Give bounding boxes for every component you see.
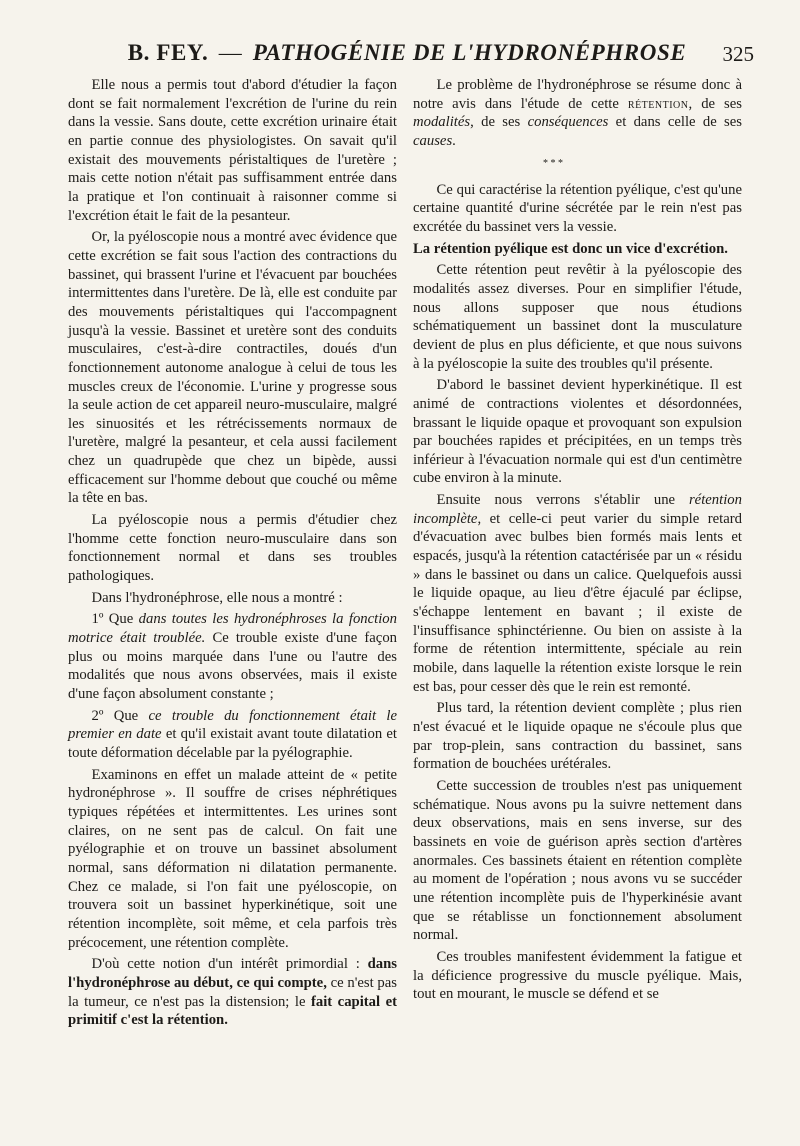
point-emphasis: ce trouble du fonctionnement était le premier en date [68, 707, 397, 743]
paragraph: Dans l'hydronéphrose, elle nous a montré : [91, 589, 343, 606]
running-title [60, 40, 754, 66]
opening-text: , de ses [688, 95, 743, 112]
opening-text: , de ses [470, 114, 521, 131]
opening-text: et dans celle de ses [615, 114, 743, 131]
opening-paragraph [413, 76, 742, 151]
numbered-point-1 [68, 610, 397, 703]
conclusion-paragraph [68, 955, 397, 1030]
page-number: 325 [722, 42, 754, 66]
paragraph: La pyéloscopie nous a permis d'étudier chez l'homme cette fonction neuro-musculaire dans son fonctionnement normal et dans ses troubles pathologiques. [68, 512, 397, 585]
emphasis: modalités [413, 114, 471, 131]
title-separator: — [218, 40, 243, 65]
right-column [413, 76, 742, 1007]
paragraph: Ce qui caractérise la rétention pyélique, c'est qu'une certaine quantité d'urine sécrétée par le rein n'est pas excrétée du bassinet vers la vessie. [413, 181, 742, 235]
point-number: 2º Que [91, 707, 139, 724]
paragraph: Elle nous a permis tout d'abord d'étudier la façon dont se fait normalement l'excrétion de l'urine du rein dans la vessie. Sans doute, cette excrétion urinaire était en partie connue des physiologistes. On savait qu'il existait des mouvements péristaltiques de l'uretère ; mais cette notion n'était pas suffisamment entrée dans la pratique et l'on continuait à raisonner comme si l'excrétion était le fait de la pesanteur. [68, 77, 397, 224]
article-title: PATHOGÉNIE DE L'HYDRONÉPHROSE [252, 40, 687, 65]
point-number: 1º Que [91, 611, 134, 628]
retention-smallcaps: rétention [627, 95, 689, 112]
conclusion-bold: dans l'hydronéphrose au début, ce qui compte, [68, 956, 398, 991]
paragraph: Cette rétention peut revêtir à la pyéloscopie des modalités assez diverses. Pour en simplifier l'étude, nous allons supposer que nous étudions schématiquement un bassinet dont la musculature devient de plus en plus déficiente, et que nous suivons à la pyéloscopie la suite des troubles qu'il présente. [413, 262, 742, 372]
section-asterism: * * * [543, 157, 563, 169]
opening-text: Le problème de l'hydronéphrose se résume donc à notre avis dans l'étude de cette [413, 77, 742, 112]
emphasis: rétention incomplète [413, 492, 742, 527]
conclusion-intro: D'où cette notion d'un intérêt primordial : [91, 956, 360, 973]
conclusion-middle: ce n'est pas la tumeur, ce n'est pas la distension; le [68, 974, 397, 1010]
emphasis: conséquences [527, 114, 609, 131]
opening-text: . [452, 132, 456, 149]
point-text: et qu'il existait avant toute dilatation et toute déformation décelable par la pyélographie. [68, 726, 398, 761]
author-name: B. FEY. [127, 40, 209, 65]
left-column [68, 76, 397, 1033]
incomplete-retention-paragraph [413, 491, 742, 696]
paragraph: D'abord le bassinet devient hyperkinétique. Il est animé de contractions violentes et désordonnées, brassant le liquide opaque et provoquant son expulsion par bouchées rapides et précipitées, en un temps très inférieur à l'évacuation normale qui est d'un centimètre cube environ à la minute. [413, 377, 742, 487]
paragraph: Cette succession de troubles n'est pas uniquement schématique. Nous avons pu la suivre nettement dans deux observations, mais en sens inverse, sur des bassinets en voie de guérison après section d'artères anormales. Ces bassinets étaient en rétention complète au moment de l'opération ; nous avons vu se succéder une rétention incomplète puis de l'hyperkinésie avant que se rétablisse un fonctionnement absolument normal. [413, 777, 742, 944]
paragraph: Examinons en effet un malade atteint de « petite hydronéphrose ». Il souffre de crises néphrétiques typiques répétées et intermittentes. Les urines sont claires, on ne sent pas de calcul. On fait une pyélographie et on trouve un bassinet absolument normal, sans déformation ni dilatation permanente. Chez ce malade, si l'on fait une pyéloscopie, on trouvera soit un bassinet hyperkinétique, soit une rétention incomplète, soit même, et cela parfois très précocement, une rétention complète. [68, 766, 397, 951]
paragraph: Or, la pyéloscopie nous a montré avec évidence que cette excrétion se fait sous l'action des contractions du bassinet, qui brassent l'urine et l'évacuent par bouchées intermittentes dans l'uretère. De là, elle est conduite par des mouvements péristaltiques qui l'accompagnent jusqu'à la vessie. Bassinet et uretère sont des conduits musculaires, c'est-à-dire contractiles, doués d'un fonctionnement autonome analogue à celui de tous les muscles creux de l'économie. L'urine y progresse sous la seule action de cet appareil neuro-musculaire, malgré les sinuosités et les rétrécissements normaux de l'uretère, malgré la pesanteur, et cela aussi facilement chez un quadrupède que chez un bipède, aussi efficacement sur l'homme debout que couché ou même la tête en bas. [68, 229, 397, 507]
paragraph-text: Ensuite nous verrons s'établir une [436, 492, 676, 509]
point-text: Ce trouble existe d'une façon plus ou moins marquée dans l'une ou l'autre des modalités que nous avons observées, mais il existe d'une façon absolument constante ; [68, 630, 398, 702]
paragraph: Ces troubles manifestent évidemment la fatigue et la déficience progressive du muscle pyélique. Mais, tout en mourant, le muscle se défend et se [413, 948, 742, 1003]
running-head [60, 40, 754, 70]
emphasis: causes [413, 132, 453, 149]
conclusion-bold-end: fait capital et primitif c'est la rétention. [68, 993, 398, 1029]
point-emphasis: dans toutes les hydronéphroses la fonction motrice était troublée. [68, 611, 397, 647]
paragraph-text: , et celle-ci peut varier du simple retard d'évacuation avec bulbes bien formés mais lents et espacés, jusqu'à la rétention catactérisée par un « résidu » dans le bassinet ou dans un calice. Quelquefois aussi le liquide opaque, au lieu d'être éjaculé par éclipse, s'échappe lentement en bavant ; il existe de l'insuffisance sphinctérienne. Ou bien on assiste à la forme de rétention intermittente, spéciale au rein mobile, dans laquelle la rétention existe lorsque le rein est bas, pour cesser dès que le rein est remonté. [413, 510, 742, 695]
paragraph: Plus tard, la rétention devient complète ; plus rien n'est évacué et le liquide opaque ne s'écoule plus que par trop-plein, sans contraction du bassinet, sans formation de bouchées urétérales. [413, 700, 742, 773]
numbered-point-2 [68, 707, 397, 763]
bold-statement: La rétention pyélique est donc un vice d'excrétion. [413, 240, 728, 257]
